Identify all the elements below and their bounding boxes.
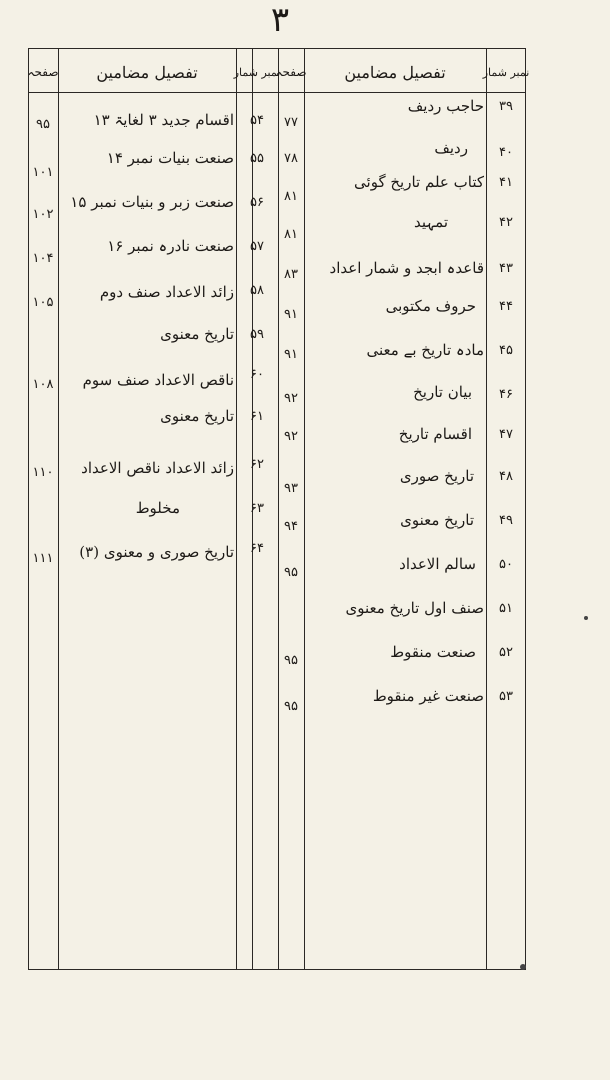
entry-title: سالم الاعداد [399,555,476,573]
entry-page: ۹۵ [284,564,298,580]
entry-page: ۷۷ [284,114,298,130]
entry-number: ۴۳ [499,260,513,276]
entry-page: ۸۱ [284,188,298,204]
entry-number: ۳۹ [499,98,513,114]
entry-title: صنعت منقوط [390,643,476,661]
entry-page: ۷۸ [284,150,298,166]
entry-page: ۱۱۰ [32,464,54,480]
entry-title: صنعت غیر منقوط [372,687,484,705]
entry-page: ۹۵ [36,116,50,132]
header-page-left: صفحہ [27,65,59,79]
entry-number: ۵۵ [250,150,264,166]
header-number-right: نمبر شمار [482,65,530,79]
entry-title: بیان تاریخ [413,383,472,401]
entry-page: ۹۵ [284,652,298,668]
entry-page [28,318,58,350]
entry-page: ۹۱ [284,346,298,362]
entry-title: تاریخ معنوی [400,511,474,529]
column-rule [304,48,305,970]
entry-title: صنعت زبر و بنیات نمبر ۱۵ [70,193,234,211]
entry-number: ۴۱ [499,174,513,190]
entry-number: ۴۷ [499,426,513,442]
entry-number: ۴۹ [499,512,513,528]
header-details-left: تفصیل مضامین [96,62,198,82]
entry-page: ۹۵ [284,698,298,714]
entry-page [28,492,58,524]
entry-page: ۱۰۱ [32,164,54,180]
entry-title: تاریخ معنوی [160,407,234,425]
paper-mark [584,616,588,620]
entry-page [278,592,304,624]
entry-title: کتاب علم تاریخ گوئی [354,173,484,191]
entry-title: مادہ تاریخ بے معنی [366,341,484,359]
entry-number: ۵۱ [499,600,513,616]
entry-title: حاجب ردیف [407,97,484,115]
entry-page: ۱۱۱ [32,550,54,566]
entry-page: ۱۰۵ [32,294,54,310]
entry-title: اقسام جدید ۳ لغایۃ ۱۳ [93,111,234,129]
entry-number: ۶۲ [250,456,264,472]
entry-number: ۵۰ [499,556,513,572]
entry-page: ۹۴ [284,518,298,534]
entry-page: ۹۲ [284,390,298,406]
entry-title: تاریخ معنوی [160,325,234,343]
header-details-right: تفصیل مضامین [344,62,446,82]
entry-number: ۶۱ [250,408,264,424]
entry-number: ۶۰ [250,366,264,382]
entry-title: زائد الاعداد ناقص الاعداد [81,459,234,477]
page-number: ۳ [270,0,290,40]
entry-number: ۵۲ [499,644,513,660]
entry-number: ۴۴ [499,298,513,314]
entry-title: اقسام تاریخ [398,425,472,443]
entry-title: ردیف [434,139,468,157]
entry-number: ۶۴ [250,540,264,556]
entry-number: ۴۶ [499,386,513,402]
entry-title: تمہید [413,213,448,231]
entry-number: ۵۷ [250,238,264,254]
entry-number: ۶۳ [250,500,264,516]
header-page-right: صفحہ [275,65,307,79]
entry-number: ۴۵ [499,342,513,358]
entry-title: مخلوط [135,499,180,517]
entry-title: صنف اول تاریخ معنوی [345,599,484,617]
entry-number: ۵۹ [250,326,264,342]
paper-mark [520,964,526,970]
entry-title: حروف مکتوبی [385,297,476,315]
entry-title: ناقص الاعداد صنف سوم [82,371,234,389]
entry-title: تاریخ صوری [399,467,474,485]
entry-page: ۱۰۲ [32,206,54,222]
entry-number: ۴۲ [499,214,513,230]
entry-page: ۹۱ [284,306,298,322]
entry-page: ۹۳ [284,480,298,496]
entry-title: صنعت نادرہ نمبر ۱۶ [107,237,234,255]
entry-page: ۱۰۸ [32,376,54,392]
entry-number: ۵۳ [499,688,513,704]
entry-number: ۵۸ [250,282,264,298]
entry-page [28,400,58,432]
entry-number: ۴۸ [499,468,513,484]
entry-number: ۵۴ [250,112,264,128]
entry-page: ۸۱ [284,226,298,242]
column-rule [58,48,59,970]
entry-title: زائد الاعداد صنف دوم [99,283,234,301]
entry-number: ۵۶ [250,194,264,210]
entry-page: ۹۲ [284,428,298,444]
entry-title: صنعت بنیات نمبر ۱۴ [106,149,234,167]
header-number-left: نمبر شمار [233,65,281,79]
entry-page: ۸۳ [284,266,298,282]
entry-page: ۱۰۴ [32,250,54,266]
entry-title: قاعدہ ابجد و شمار اعداد [329,259,484,277]
entry-title: تاریخ صوری و معنوی (۳) [79,543,234,561]
entry-number: ۴۰ [499,144,513,160]
